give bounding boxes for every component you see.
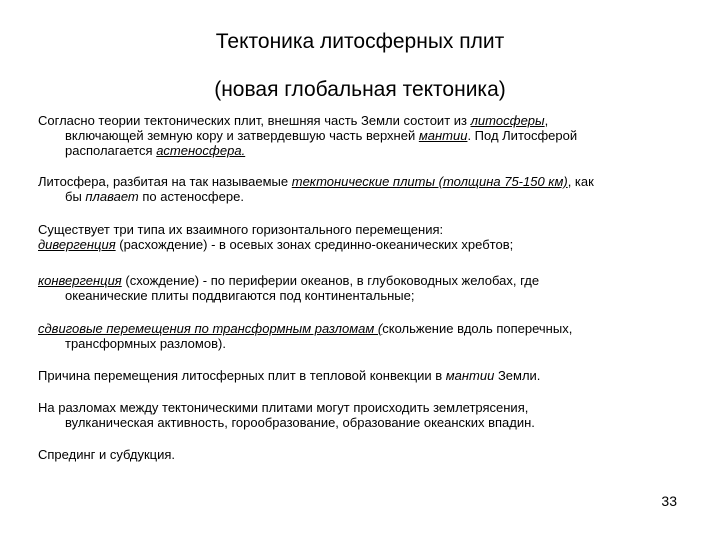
term-mantle: мантии: [418, 128, 468, 143]
paragraph-spreading: [38, 447, 688, 462]
term-asthenosphere: астеносфера.: [156, 143, 246, 158]
paragraph-transform: [38, 321, 688, 351]
text: Земли.: [494, 368, 541, 383]
paragraph-cause: [38, 368, 688, 383]
term-mantle: мантии: [445, 368, 495, 383]
text: включающей земную кору и затвердевшую часть верхней: [65, 128, 419, 143]
term-transform-shift: сдвиговые перемещения по трансформным разломам (: [38, 321, 383, 336]
term-convergence: конвергенция: [38, 273, 122, 288]
paragraph-faults: [38, 400, 688, 430]
page-number: 33: [661, 493, 677, 509]
text: Спрединг и субдукция.: [38, 447, 175, 462]
paragraph-tectonic-plates: [38, 174, 688, 204]
text: Существует три типа их взаимного горизонтального перемещения:: [38, 222, 444, 237]
text: Литосфера, разбитая на так называемые: [38, 174, 292, 189]
paragraph-movement-types: [38, 222, 688, 252]
text: ,: [544, 113, 549, 128]
text: скольжение вдоль поперечных,: [382, 321, 573, 336]
term-divergence: дивергенция: [38, 237, 116, 252]
term-tectonic-plates: тектонические плиты (толщина 75-150 км): [291, 174, 568, 189]
text: , как: [567, 174, 594, 189]
text: вулканическая активность, горообразование, образование океанских впадин.: [65, 415, 535, 430]
text: Согласно теории тектонических плит, внешняя часть Земли состоит из: [38, 113, 471, 128]
text: бы: [65, 189, 86, 204]
text: На разломах между тектоническими плитами могут происходить землетрясения,: [38, 400, 529, 415]
text: Причина перемещения литосферных плит в тепловой конвекции в: [38, 368, 446, 383]
slide-subtitle: (новая глобальная тектоника): [214, 78, 506, 101]
paragraph-lithosphere-theory: [38, 113, 688, 158]
text: (схождение) - по периферии океанов, в глубоководных желобах, где: [121, 273, 540, 288]
text: по астеносфере.: [138, 189, 244, 204]
text: трансформных разломов).: [65, 336, 226, 351]
paragraph-convergence: [38, 273, 688, 303]
text: океанические плиты поддвигаются под континентальные;: [65, 288, 415, 303]
text: (расхождение) - в осевых зонах срединно-океанических хребтов;: [115, 237, 514, 252]
term-lithosphere: литосферы: [470, 113, 545, 128]
text: располагается: [65, 143, 157, 158]
term-floats: плавает: [85, 189, 139, 204]
slide-title: Тектоника литосферных плит: [215, 30, 505, 53]
text: . Под Литосферой: [467, 128, 578, 143]
